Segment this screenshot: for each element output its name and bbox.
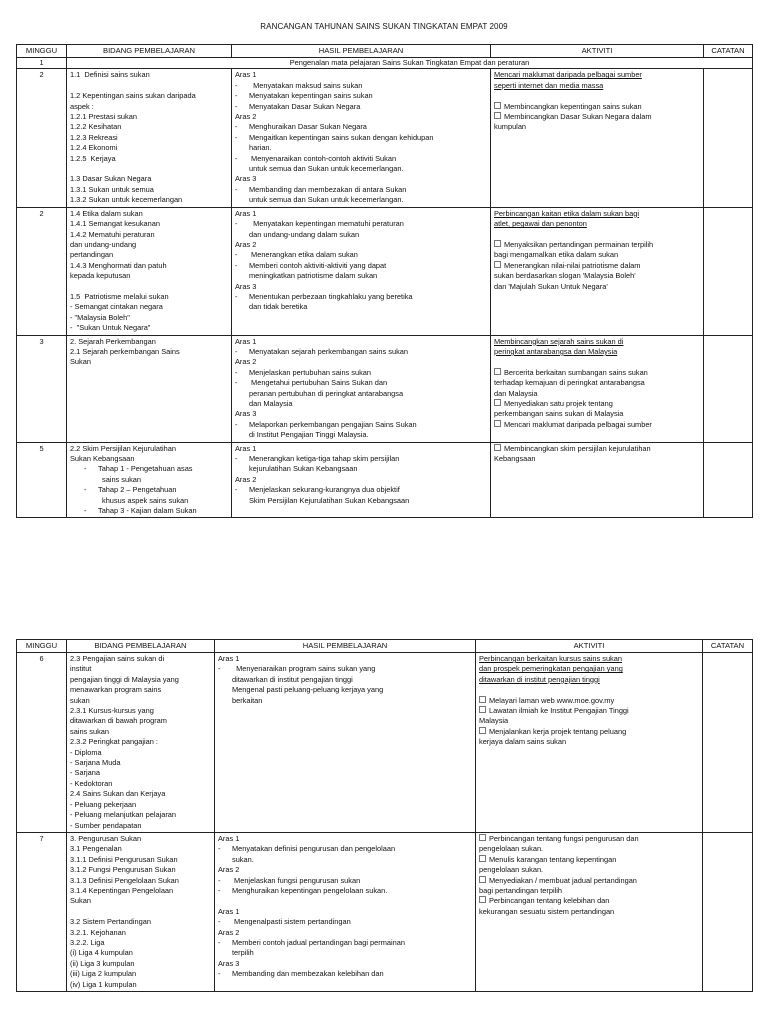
bullet-dash: -: [235, 485, 238, 495]
checkbox-square-icon: [479, 855, 486, 862]
aktiviti-item: Bercerita berkaitan sumbangan sains sukan terhadap kemajuan di peringkat antarabangsa dan Malaysia: [494, 367, 648, 398]
hasil-item: - Mengenalpasti sistem pertandingan: [218, 917, 351, 927]
bidang-line: 2. Sejarah Perkembangan: [70, 336, 156, 346]
bidang-line: 3.1.2 Fungsi Pengurusan Sukan: [70, 865, 176, 875]
bidang-line: Sukan: [70, 896, 91, 906]
bullet-dash: -: [235, 153, 238, 163]
bidang-line: 1.2.1 Prestasi sukan: [70, 112, 137, 122]
bidang-line: 2.1 Sejarah perkembangan Sains: [70, 346, 180, 356]
hasil-item: - Menyatakan Dasar Sukan Negara: [235, 101, 361, 111]
bullet-dash: -: [218, 917, 221, 927]
checkbox-square-icon: [479, 834, 486, 841]
hasil-item: - Menjelaskan sekurang-kurangnya dua objektif Skim Persijilan Kejurulatihan Sukan Kebangsaan: [235, 485, 410, 505]
bidang-line: 3.2 Sistem Pertandingan: [70, 917, 151, 927]
hasil-item: - Menghuraikan Dasar Sukan Negara: [235, 122, 367, 132]
checkbox-square-icon: [494, 368, 501, 375]
bidang-line: dan undang-undang: [70, 239, 137, 249]
aktiviti-heading: Perbincangan kaitan etika dalam sukan bagi: [494, 208, 640, 218]
hasil-item: - Membanding dan membezakan di antara Sukan untuk semua dan Sukan untuk kecemerlangan.: [235, 184, 407, 205]
bidang-line: 1.3 Dasar Sukan Negara: [70, 174, 152, 184]
aktiviti-cell: [476, 653, 703, 833]
header-hasil: HASIL PEMBELAJARAN: [232, 45, 491, 58]
checkbox-square-icon: [494, 102, 501, 109]
bidang-line: 1.3.2 Sukan untuk kecemerlangan: [70, 195, 183, 205]
checkbox-square-icon: [494, 112, 501, 119]
bidang-line: aspek :: [70, 101, 94, 111]
bullet-dash: -: [235, 419, 238, 429]
checkbox-square-icon: [494, 420, 501, 427]
hasil-item: - Menyenaraikan program sains sukan yang ditawarkan di institut pengajian tinggi Mengenal pasti peluang-peluang kerjaya yang berkaitan: [218, 664, 384, 705]
intro-text: Pengenalan mata pelajaran Sains Sukan Tingkatan Empat dan peraturan: [67, 58, 753, 69]
hasil-item: - Mengetahui pertubuhan Sains Sukan dan peranan pertubuhan di peringkat antarabangsa dan Malaysia: [235, 378, 404, 408]
bidang-line: 1.5 Patriotisme melalui sukan: [70, 291, 169, 301]
bidang-sub-item: - Tahap 2 – Pengetahuan khusus aspek sains sukan: [84, 485, 189, 505]
bullet-dash: -: [235, 91, 238, 101]
header-aktiviti: AKTIVITI: [491, 45, 704, 58]
bidang-line: - Peluang pekerjaan: [70, 799, 137, 809]
bullet-dash: -: [84, 506, 87, 516]
checkbox-square-icon: [494, 261, 501, 268]
bidang-line: - Peluang melanjutkan pelajaran: [70, 810, 177, 820]
catatan-cell: [704, 335, 753, 442]
bidang-line: 3.2.1. Kejohanan: [70, 927, 126, 937]
aktiviti-heading: Membincangkan sejarah sains sukan di: [494, 336, 624, 346]
bidang-line: Sukan: [70, 357, 91, 367]
bullet-dash: -: [235, 454, 238, 464]
catatan-cell: [703, 653, 753, 833]
bidang-cell: [67, 653, 215, 833]
yearly-plan-table-page-1: [16, 44, 753, 518]
plan-row: [17, 207, 753, 335]
blank-line: [494, 357, 700, 367]
week-cell: 5: [17, 442, 67, 518]
hasil-item: - Menyatakan sejarah perkembangan sains sukan: [235, 346, 408, 356]
aktiviti-item: Menjalankan kerja projek tentang peluang kerjaya dalam sains sukan: [479, 726, 627, 747]
hasil-cell: [232, 335, 491, 442]
bidang-cell: [67, 207, 232, 335]
bullet-dash: -: [235, 291, 238, 301]
bullet-dash: -: [235, 101, 238, 111]
hasil-item: - Menjelaskan pertubuhan sains sukan: [235, 367, 372, 377]
bidang-line: 1.2.4 Ekonomi: [70, 143, 118, 153]
hasil-item: - Menerangkan etika dalam sukan: [235, 250, 358, 260]
bidang-line: sukan: [70, 695, 90, 705]
blank-line: [70, 282, 228, 292]
bidang-line: kepada keputusan: [70, 271, 131, 281]
week-cell: 3: [17, 335, 67, 442]
aras-label: Aras 1: [235, 208, 257, 218]
bidang-line: 1.1 Definisi sains sukan: [70, 70, 150, 80]
plan-row: [17, 832, 753, 991]
bidang-line: 1.2.3 Rekreasi: [70, 132, 118, 142]
aras-label: Aras 3: [218, 958, 240, 968]
bidang-line: pertandingan: [70, 250, 114, 260]
hasil-item: - Menyatakan maksud sains sukan: [235, 80, 363, 90]
aktiviti-item: Menerangkan nilai-nilai patriotisme dalam sukan berdasarkan slogan 'Malaysia Boleh' dan 'Majulah Sukan Untuk Negara': [494, 260, 641, 291]
plan-row: [17, 653, 753, 833]
aktiviti-item: Membincangkan skim persijilan kejurulatihan Kebangsaan: [494, 443, 651, 464]
aktiviti-cell: [476, 832, 703, 991]
header-catatan: CATATAN: [704, 45, 753, 58]
hasil-item: - Mengaitkan kepentingan sains sukan dengan kehidupan harian.: [235, 132, 434, 153]
hasil-cell: [232, 442, 491, 518]
hasil-cell: [232, 69, 491, 207]
bidang-line: 3.1 Pengenalan: [70, 844, 122, 854]
bidang-line: 1.4.3 Menghormati dan patuh: [70, 260, 167, 270]
blank-line: [70, 81, 228, 91]
plan-row: [17, 335, 753, 442]
bullet-dash: -: [218, 875, 221, 885]
aktiviti-item: Menulis karangan tentang kepentingan pengelolaan sukan.: [479, 854, 617, 875]
bullet-dash: -: [235, 132, 238, 142]
aras-label: Aras 2: [235, 474, 257, 484]
checkbox-square-icon: [479, 706, 486, 713]
week-cell: 2: [17, 207, 67, 335]
checkbox-square-icon: [479, 727, 486, 734]
aras-label: Aras 1: [218, 906, 240, 916]
aras-label: Aras 3: [235, 174, 257, 184]
aras-label: Aras 2: [218, 927, 240, 937]
aras-label: Aras 2: [235, 112, 257, 122]
bidang-line: sains sukan: [70, 726, 110, 736]
checkbox-square-icon: [479, 696, 486, 703]
bidang-line: institut: [70, 664, 92, 674]
bidang-line: (iv) Liga 1 kumpulan: [70, 979, 137, 989]
hasil-item: - Melaporkan perkembangan pengajian Sains Sukan di Institut Pengajian Tinggi Malaysia.: [235, 419, 417, 440]
checkbox-square-icon: [494, 444, 501, 451]
bullet-dash: -: [235, 367, 238, 377]
aktiviti-item: Menyediakan satu projek tentang perkembangan sains sukan di Malaysia: [494, 398, 624, 419]
aras-label: Aras 2: [218, 865, 240, 875]
aktiviti-item: Menyediakan / membuat jadual pertandingan bagi pertandingan terpilih: [479, 875, 637, 895]
bidang-line: (ii) Liga 3 kumpulan: [70, 958, 135, 968]
header-minggu: MINGGU: [17, 640, 67, 653]
bullet-dash: -: [235, 250, 238, 260]
aras-label: Aras 1: [218, 833, 240, 843]
header-aktiviti: AKTIVITI: [476, 640, 703, 653]
bidang-line: - "Malaysia Boleh": [70, 312, 130, 322]
bullet-dash: -: [235, 80, 238, 90]
hasil-item: - Menyatakan kepentingan sains sukan: [235, 91, 373, 101]
checkbox-square-icon: [494, 399, 501, 406]
blank-line: [494, 230, 700, 240]
document-title: RANCANGAN TAHUNAN SAINS SUKAN TINGKATAN EMPAT 2009: [260, 22, 508, 31]
bidang-line: - Sumber pendapatan: [70, 820, 142, 830]
bullet-dash: -: [218, 937, 221, 947]
week-cell: 7: [17, 832, 67, 991]
bullet-dash: -: [218, 969, 221, 979]
hasil-item: - Membanding dan membezakan kelebihan dan: [218, 969, 384, 979]
blank-line: [70, 164, 228, 174]
week-cell: 1: [17, 58, 67, 69]
intro-row: [17, 58, 753, 69]
bidang-line: 2.2 Skim Persijilan Kejurulatihan: [70, 443, 176, 453]
table-header-row: [17, 45, 753, 58]
hasil-item: - Memberi contoh aktiviti-aktiviti yang dapat meningkatkan patriotisme dalam sukan: [235, 260, 387, 281]
bullet-dash: -: [218, 664, 221, 674]
bidang-line: pengajian tinggi di Malaysia yang: [70, 674, 179, 684]
hasil-item: - Menyatakan kepentingan mematuhi peraturan dan undang-undang dalam sukan: [235, 219, 404, 239]
bullet-dash: -: [84, 464, 87, 474]
aras-label: Aras 1: [235, 443, 257, 453]
bidang-line: 1.2.2 Kesihatan: [70, 122, 122, 132]
aktiviti-item: Membincangkan Dasar Sukan Negara dalam kumpulan: [494, 112, 652, 132]
catatan-cell: [704, 69, 753, 207]
bullet-dash: -: [235, 260, 238, 270]
aras-label: Aras 1: [235, 70, 257, 80]
bullet-dash: -: [218, 844, 221, 854]
aktiviti-cell: [491, 69, 704, 207]
bidang-line: 3.2.2. Liga: [70, 937, 105, 947]
catatan-cell: [703, 832, 753, 991]
aras-label: Aras 2: [235, 239, 257, 249]
aktiviti-heading: Perbincangan berkaitan kursus sains sukan: [479, 654, 622, 663]
bidang-line: 1.4.1 Semangat kesukanan: [70, 219, 160, 229]
blank-line: [494, 91, 700, 101]
bullet-dash: -: [235, 346, 238, 356]
header-bidang: BIDANG PEMBELAJARAN: [67, 45, 232, 58]
bidang-line: - Semangat cintakan negara: [70, 302, 163, 312]
bidang-line: ditawarkan di bawah program: [70, 716, 167, 726]
bidang-cell: [67, 69, 232, 207]
aktiviti-item: Mencari maklumat daripada pelbagai sumber: [494, 420, 700, 430]
aktiviti-item: Perbincangan tentang fungsi pengurusan dan pengelolaan sukan.: [479, 833, 639, 854]
bullet-dash: -: [84, 485, 87, 495]
aktiviti-heading: Mencari maklumat daripada pelbagai sumber: [494, 70, 642, 80]
bidang-line: - Diploma: [70, 747, 102, 757]
bidang-line: (i) Liga 4 kumpulan: [70, 948, 133, 958]
yearly-plan-table-page-2: [16, 639, 753, 992]
plan-row: [17, 442, 753, 518]
bidang-line: 2.3 Pengajian sains sukan di: [70, 654, 165, 663]
blank-line: [218, 896, 472, 906]
header-minggu: MINGGU: [17, 45, 67, 58]
aktiviti-heading: ditawarkan di institut pengajian tinggi: [479, 674, 600, 684]
hasil-item: - Menerangkan ketiga-tiga tahap skim persijilan kejurulatihan Sukan Kebangsaan: [235, 454, 400, 474]
bidang-line: (iii) Liga 2 kumpulan: [70, 969, 137, 979]
header-hasil: HASIL PEMBELAJARAN: [215, 640, 476, 653]
aktiviti-heading: dan prospek pemeringkatan pengajian yang: [479, 664, 623, 674]
aktiviti-heading: seperti internet dan media massa: [494, 80, 604, 90]
blank-line: [70, 907, 211, 917]
bidang-cell: [67, 335, 232, 442]
hasil-item: - Menyenaraikan contoh-contoh aktiviti Sukan untuk semua dan Sukan untuk kecemerlangan.: [235, 153, 404, 174]
table-header-row: [17, 640, 753, 653]
checkbox-square-icon: [479, 876, 486, 883]
hasil-cell: [215, 832, 476, 991]
hasil-cell: [215, 653, 476, 833]
aras-label: Aras 2: [235, 357, 257, 367]
hasil-item: - Memberi contoh jadual pertandingan bagi permainan terpilih: [218, 937, 405, 958]
bidang-line: 3.1.3 Definisi Pengelolaan Sukan: [70, 875, 179, 885]
aktiviti-item: Lawatan ilmiah ke Institut Pengajian Tinggi Malaysia: [479, 706, 629, 726]
aktiviti-item: Menyaksikan pertandingan permainan terpilih bagi mengamalkan etika dalam sukan: [494, 239, 654, 260]
aktiviti-item: Membincangkan kepentingan sains sukan: [494, 102, 700, 112]
aktiviti-cell: [491, 442, 704, 518]
bullet-dash: -: [235, 219, 238, 229]
bidang-line: 1.4 Etika dalam sukan: [70, 208, 143, 218]
bidang-line: 3. Pengurusan Sukan: [70, 833, 142, 843]
bidang-line: - Sarjana: [70, 768, 100, 778]
aras-label: Aras 1: [235, 336, 257, 346]
bidang-line: 2.3.1 Kursus-kursus yang: [70, 706, 154, 716]
hasil-item: - Menyatakan definisi pengurusan dan pengelolaan sukan.: [218, 844, 396, 864]
header-bidang: BIDANG PEMBELAJARAN: [67, 640, 215, 653]
catatan-cell: [704, 207, 753, 335]
bidang-cell: [67, 442, 232, 518]
bidang-line: 2.3.2 Peringkat pangajian :: [70, 737, 158, 747]
bullet-dash: -: [235, 378, 238, 388]
hasil-item: - Menjelaskan fungsi pengurusan sukan: [218, 875, 361, 885]
catatan-cell: [704, 442, 753, 518]
bidang-line: 1.2 Kepentingan sains sukan daripada: [70, 91, 196, 101]
bullet-dash: -: [235, 184, 238, 194]
bidang-cell: [67, 832, 215, 991]
aras-label: Aras 3: [235, 281, 257, 291]
hasil-item: - Menghuraikan kepentingan pengelolaan sukan.: [218, 885, 388, 895]
bidang-line: 2.4 Sains Sukan dan Kerjaya: [70, 789, 166, 799]
aktiviti-item: Perbincangan tentang kelebihan dan kekurangan sesuatu sistem pertandingan: [479, 896, 615, 916]
bidang-line: 1.3.1 Sukan untuk semua: [70, 184, 154, 194]
bidang-line: menawarkan program sains: [70, 685, 162, 695]
aras-label: Aras 3: [235, 409, 257, 419]
hasil-cell: [232, 207, 491, 335]
bidang-sub-item: - Tahap 1 - Pengetahuan asas sains sukan: [84, 464, 193, 484]
aktiviti-heading: peringkat antarabangsa dan Malaysia: [494, 346, 618, 356]
hasil-item: - Menentukan perbezaan tingkahlaku yang beretika dan tidak beretika: [235, 291, 413, 312]
bidang-line: Sukan Kebangsaan: [70, 454, 135, 464]
bidang-line: 3.1.1 Definisi Pengurusan Sukan: [70, 854, 178, 864]
bidang-line: 3.1.4 Kepentingan Pengelolaan: [70, 885, 174, 895]
bidang-line: - Kedoktoran: [70, 778, 113, 788]
blank-line: [479, 685, 699, 695]
bidang-line: - Sarjana Muda: [70, 758, 121, 768]
bidang-line: 1.4.2 Mematuhi peraturan: [70, 229, 155, 239]
aktiviti-item: Melayari laman web www.moe.gov.my: [479, 696, 699, 706]
aktiviti-cell: [491, 207, 704, 335]
week-cell: 6: [17, 653, 67, 833]
bullet-dash: -: [235, 122, 238, 132]
checkbox-square-icon: [494, 240, 501, 247]
bidang-sub-item: - Tahap 3 - Kajian dalam Sukan: [84, 506, 197, 516]
bidang-line: 1.2.5 Kerjaya: [70, 153, 116, 163]
week-cell: 2: [17, 69, 67, 207]
aktiviti-cell: [491, 335, 704, 442]
bidang-line: - "Sukan Untuk Negara": [70, 323, 151, 333]
aras-label: Aras 1: [218, 654, 240, 663]
checkbox-square-icon: [479, 896, 486, 903]
bullet-dash: -: [218, 885, 221, 895]
plan-row: [17, 69, 753, 207]
header-catatan: CATATAN: [703, 640, 753, 653]
aktiviti-heading: atlet, pegawai dan penonton: [494, 219, 587, 229]
